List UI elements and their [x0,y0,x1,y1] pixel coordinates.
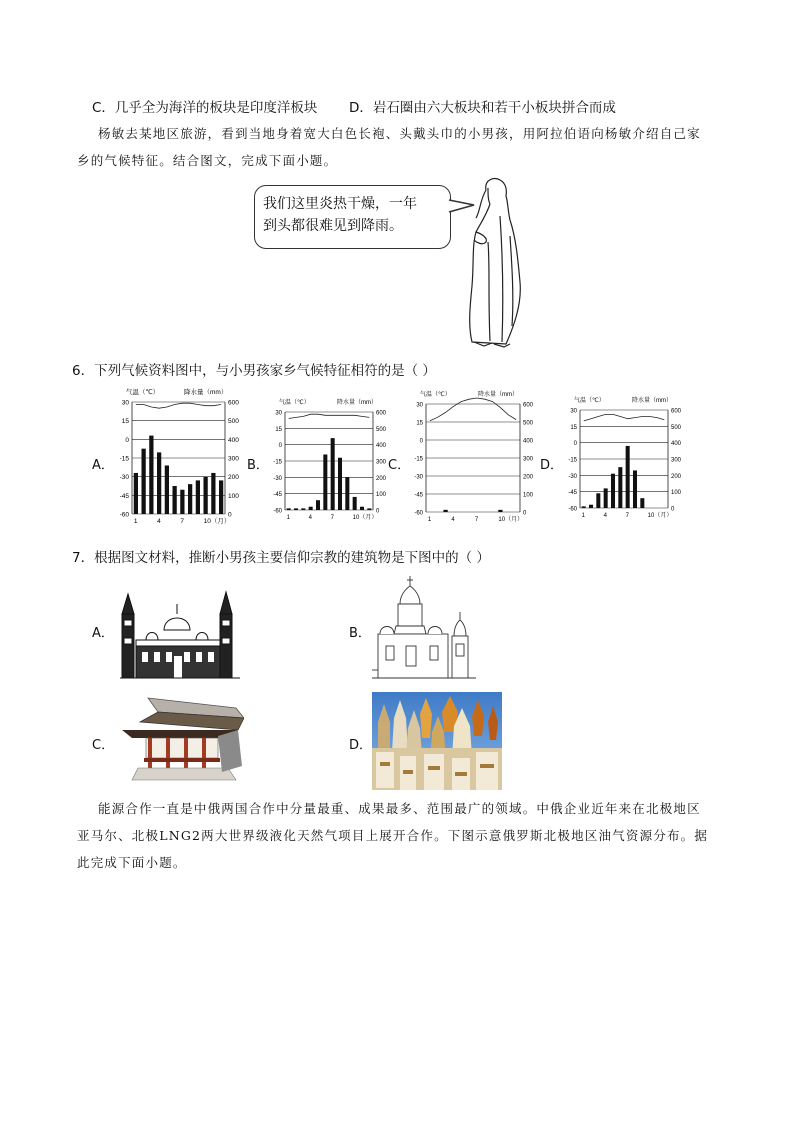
precip-tick-label: 100 [523,492,534,499]
temp-tick-label: 15 [416,420,423,427]
precip-axis-title: 降水量（mm） [184,389,228,396]
precip-bar [165,465,169,514]
precip-tick-label: 100 [376,492,387,499]
temp-tick-label: 30 [121,399,129,407]
temp-tick-label: 15 [570,424,577,431]
precip-bar [611,474,615,508]
precip-bar [294,508,298,510]
precip-tick-label: 500 [228,418,239,426]
precip-tick-label: 400 [228,436,239,444]
precip-bar [180,490,184,514]
temp-tick-label: 15 [275,426,282,433]
precip-bar [188,484,192,514]
temp-tick-label: -60 [568,506,577,513]
precip-bar [345,477,349,510]
precip-tick-label: 400 [376,443,387,450]
temp-tick-label: -45 [273,492,282,499]
precip-bar [633,470,637,508]
precip-tick-label: 500 [523,420,534,427]
precip-axis-title: 降水量（mm） [478,392,518,398]
month-tick-label: 10（月） [498,517,524,523]
month-tick-label: 1 [581,513,586,519]
option-d-text: D．岩石圈由六大板块和若干小板块拼合而成 [349,100,616,116]
q6-option-c-label: C． [388,458,411,473]
temp-tick-label: -30 [119,474,129,482]
speech-bubble-line-2: 到头都很难见到降雨。 [263,218,403,234]
precip-tick-label: 300 [671,457,682,464]
pagoda-temple-photo [372,692,502,790]
climate-chart-a [112,384,247,532]
precip-bar [316,500,320,510]
precip-tick-label: 0 [671,506,675,513]
q6-option-d-label: D． [540,458,564,473]
precip-bar [211,473,215,514]
intro-paragraph-1-line-2: 乡的气候特征。结合图文，完成下面小题。 [77,153,338,168]
month-tick-label: 7 [330,515,335,521]
precip-tick-label: 600 [376,410,387,417]
climate-chart-b [265,394,395,528]
precip-tick-label: 400 [671,441,682,448]
precip-bar [309,507,313,510]
precip-bar [367,508,371,510]
precip-tick-label: 200 [671,473,682,480]
mosque-image [118,584,242,682]
precip-bar [323,454,327,510]
q6-option-a-label: A． [92,458,114,473]
precip-tick-label: 100 [228,492,239,500]
precip-tick-label: 300 [523,456,534,463]
precip-bar [149,436,153,514]
temp-tick-label: -30 [414,474,423,481]
precip-tick-label: 200 [376,475,387,482]
month-tick-label: 4 [157,518,161,525]
temp-tick-label: -15 [414,456,423,463]
precip-bar [498,510,502,512]
precip-bar [589,505,593,508]
climate-chart-c [406,386,542,530]
temp-tick-label: -15 [273,459,282,466]
temp-axis-title: 气温（℃） [279,400,310,406]
month-tick-label: 7 [180,518,184,525]
temp-tick-label: 30 [416,402,423,409]
precip-tick-label: 600 [228,399,239,407]
precip-bar [443,510,447,512]
month-tick-label: 10（月） [203,518,231,525]
precip-tick-label: 0 [376,508,380,515]
precip-bar [338,458,342,510]
precip-bar [172,486,176,514]
precip-bar [604,488,608,508]
arab-boy-illustration [466,176,526,348]
speech-bubble [254,185,451,249]
temp-tick-label: 0 [419,438,423,445]
precip-tick-label: 300 [228,455,239,463]
temp-tick-label: -45 [414,492,423,499]
temp-axis-title: 气温（℃） [126,389,160,396]
temp-tick-label: -45 [119,492,129,500]
precip-bar [331,438,335,510]
precip-bar [203,477,207,514]
precip-bar [301,508,305,510]
precip-bar [582,506,586,508]
month-tick-label: 4 [451,517,455,523]
precip-bar [626,446,630,508]
q6-option-b-label: B． [247,458,269,473]
temp-tick-label: -60 [273,508,282,515]
precip-tick-label: 200 [228,474,239,482]
temp-tick-label: -60 [119,511,129,519]
month-tick-label: 1 [427,517,432,523]
month-tick-label: 7 [474,517,479,523]
temp-tick-label: 15 [121,418,129,426]
temp-tick-label: 0 [573,441,577,448]
intro-paragraph-2-line-1: 能源合作一直是中俄两国合作中分量最重、成果最多、范围最广的领域。中俄企业近年来在北极地区 [98,801,701,816]
climate-chart-d [560,392,690,526]
intro-paragraph-2-line-2: 亚马尔、北极LNG2两大世界级液化天然气项目上展开合作。下图示意俄罗斯北极地区油气资源分布。据 [77,828,709,843]
temp-tick-label: -15 [119,455,129,463]
orthodox-church-image [372,574,478,682]
precip-tick-label: 200 [523,474,534,481]
precip-bar [640,498,644,508]
temp-tick-label: 0 [278,443,282,450]
japanese-temple-image [118,696,244,784]
q7-option-c-label: C． [92,738,115,753]
precip-bar [618,467,622,508]
month-tick-label: 4 [603,513,608,519]
question-6: 6．下列气候资料图中，与小男孩家乡气候特征相符的是（ ） [72,363,436,379]
temp-tick-label: -15 [568,457,577,464]
precip-bar [134,473,138,514]
precip-bar [353,497,357,510]
precip-tick-label: 300 [376,459,387,466]
precip-axis-title: 降水量（mm） [632,398,672,404]
temperature-curve [136,403,221,408]
precip-bar [596,493,600,508]
month-tick-label: 1 [286,515,291,521]
month-tick-label: 10（月） [647,513,673,519]
precip-tick-label: 400 [523,438,534,445]
temperature-curve [289,414,370,418]
speech-bubble-line-1: 我们这里炎热干燥，一年 [263,196,417,212]
precip-tick-label: 0 [228,511,232,519]
precip-tick-label: 500 [671,424,682,431]
month-tick-label: 4 [308,515,313,521]
option-c-text: C．几乎全为海洋的板块是印度洋板块 [92,100,318,116]
precip-bar [141,449,145,514]
precip-tick-label: 500 [376,426,387,433]
temp-tick-label: -30 [568,473,577,480]
temp-tick-label: 30 [570,408,577,415]
question-7: 7．根据图文材料，推断小男孩主要信仰宗教的建筑物是下图中的（ ） [72,550,490,566]
temp-tick-label: -30 [273,475,282,482]
precip-axis-title: 降水量（mm） [337,400,377,406]
temp-tick-label: 30 [275,410,282,417]
q7-option-b-label: B． [349,626,371,641]
temp-tick-label: -45 [568,490,577,497]
precip-bar [157,452,161,514]
temp-tick-label: -60 [414,510,423,517]
precip-tick-label: 600 [671,408,682,415]
precip-tick-label: 600 [523,402,534,409]
q7-option-d-label: D． [349,738,373,753]
month-tick-label: 1 [133,518,138,525]
month-tick-label: 7 [625,513,630,519]
temp-axis-title: 气温（℃） [574,398,605,404]
precip-tick-label: 0 [523,510,527,517]
intro-paragraph-1-line-1: 杨敏去某地区旅游，看到当地身着宽大白色长袍、头戴头巾的小男孩，用阿拉伯语向杨敏介绍自己家 [98,126,701,141]
intro-paragraph-2-line-3: 此完成下面小题。 [77,855,187,870]
month-tick-label: 10（月） [352,515,378,521]
precip-bar [287,508,291,510]
temp-axis-title: 气温（℃） [420,392,451,398]
temp-tick-label: 0 [125,436,129,444]
q7-option-a-label: A． [92,626,114,641]
precip-tick-label: 100 [671,490,682,497]
temperature-curve [584,414,665,421]
precip-bar [219,480,223,514]
precip-bar [360,507,364,510]
temperature-curve [430,398,516,421]
precip-bar [196,480,200,514]
